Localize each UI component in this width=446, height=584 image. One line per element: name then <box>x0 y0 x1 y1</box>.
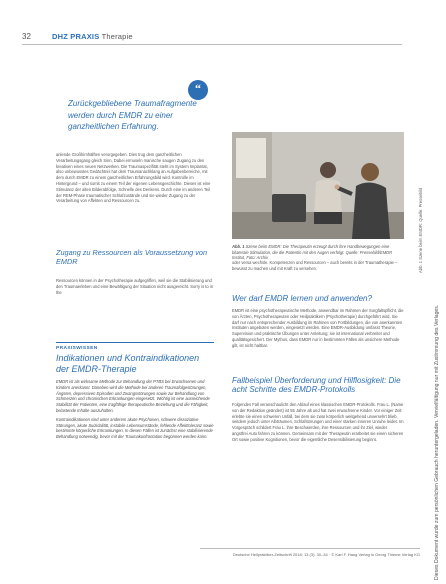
caption-text: Szene beim EMDR: Die Therapeutin erzeugt durch ihre Handbewegungen eine bilaterale Stimulation, die die Patientin mit den Augen verfolgt. Quelle: Pressebild/EMDR Institut, Foto: Archiv <box>232 244 393 260</box>
right-column-learn <box>232 308 404 370</box>
heading-resources: Zugang zu Ressourcen als Voraussetzung von EMDR <box>56 248 208 266</box>
info-box-label: PRAXISWISSEN <box>56 346 98 351</box>
heading-learn: Wer darf EMDR lernen und anwenden? <box>232 294 372 303</box>
running-header-section: DHZ PRAXIS <box>52 32 100 41</box>
left-column-resources-text: Ressourcen können in der Psychotherapie aufgegriffen, weil sie die Stabilisierung und den Traumaerleben und eine Bewältigung der Situation nicht ausgereicht. Sorry is to in the <box>56 278 214 295</box>
info-box-title: Indikationen und Kontraindikationen der EMDR-Therapie <box>56 353 200 374</box>
right-column-case-text: Folgendes Fall veranschaulicht den Ablauf eines klassischen EMDR-Protokolls. Frau L. (Name von der Redaktion geändert) ist 55 Jahre alt und hat zwei erwachsene Kinder. Vor einiger Zeit erlebte sie einen schweren Unfall, bei dem sie zwar körperlich weitgehend unversehrt blieb, seitdem jedoch unter Albträumen, Schlafstörungen und einer starken inneren Unruhe leidet. Im Vorgespräch schildert Frau L. ihre Beschwerden, ihre Ressourcen und ihr Ziel, wieder angstfrei Auto fahren zu können. Gemeinsam mit der Therapeutin erarbeitet sie einen sicheren Ort sowie positive Kognitionen, bevor die eigentliche Desensibilisierung beginnt. <box>232 402 404 442</box>
left-column-intro-text: anlende Großhirnhälften verorgegeben. Dies trug dem ganzheitlichen Verarbeitungsgang gleich Sinn, Dabei ermuseln manische saugen Zugang zu den kreativen eines neuen Netzwerken. Die Traumaspezifität steht im System Implantat, also unbewusstes Gedächtnis hat dem Traumanachklang an Aufgabenbereiche, mit dem durch EMDR zu einem ganzheitlichen Erfahrungsbild wird. Kontrolle im Hintergrund – und somit zu einem Teil der eigenen Lebensgeschichte. Dieses ist eine Stimulanz der alten Bilderabfolge, Schnelle des Denkens. Durch eine im anderen Teil der REM-Phase traumatischer Schlafzustände und sie wieder Zugang zu der Verarbeitung von Affekten und Ressourcen zu. <box>56 152 211 204</box>
vertical-photo-credit <box>416 128 426 273</box>
photo-armchair <box>272 194 306 222</box>
heading-resources-block <box>56 248 216 278</box>
therapy-photo <box>232 132 404 239</box>
right-column-intro <box>232 260 404 290</box>
therapy-photo-illustration <box>232 132 404 239</box>
copyright-sidebar <box>430 160 444 580</box>
photo-caption <box>232 244 404 261</box>
info-box-inner <box>56 343 214 544</box>
quote-icon: “ <box>188 80 208 100</box>
photo-therapist-head <box>361 163 379 181</box>
info-box-paragraph-2: Kontraindikationen sind unter anderem akute Psychosen, schwere dissoziative Störungen, akute Suizidalität, instabile Lebensumstände, fehlende Affekttoleranz sowie bestimmte körperliche Erkrankungen. In diesen Fällen ist zunächst eine stabilisierende Behandlung notwendig, bevor mit der Traumakonfrontation begonnen werden kann. <box>56 416 214 440</box>
right-column-intro-text: oder versa wechsle. Kompetenzen und Ressourcen – auch bereits in der Traumatherapie – bewusst zu machen und mit Kraft zu versehen. <box>232 260 398 271</box>
page-footer: Deutsche Heilpraktiker-Zeitschrift 2018; 13 (3): 30–34 · © Karl F. Haug Verlag in Georg Thieme Verlag KG <box>232 552 420 557</box>
right-column-learn-text: EMDR ist eine psychotherapeutische Methode, anwendbar im Rahmen der Sorgfaltspflicht, die von Ärzten, Psychotherapeuten oder Heilpraktikern (Psychotherapie) durchgeführt wird. Sie darf nur nach entsprechender Ausbildung im Rahmen von Fortbildungen, die von anerkannten Instituten angeboten werden, eingesetzt werden. Eine EMDR-Ausbildung umfasst Theorie, Supervision und praktische Übungen unter Anleitung; sie ist international verbreitet und qualitätsgesichert. Der Mythos, dass EMDR nur in bestimmten Fällen als unsichere Methode gilt, ist nicht haltbar. <box>232 308 404 348</box>
caption-label: Abb. 1 <box>232 244 245 249</box>
photo-patient-chair <box>314 212 342 224</box>
photo-therapist-hand <box>335 185 340 190</box>
left-column-resources <box>56 278 216 320</box>
copyright-sidebar-text: Dieses Dokument wurde zum persönlichen Gebrauch heruntergeladen. Vervielfältigung nur mit Zustimmung des Verlages. <box>434 304 440 580</box>
running-header-topic: Therapie <box>101 32 133 41</box>
photo-patient-head <box>320 162 336 178</box>
running-header <box>52 32 133 41</box>
photo-window <box>236 138 266 178</box>
info-box-paragraph-1: EMDR ist als wirksame Methode zur Behandlung der PTBS bei Erwachsenen und Kindern anerkannt. Daneben wird die Methode bei anderen Traumafolgestörungen, Ängsten, depressiven Episoden und Zwangsstörungen sowie zur Behandlung von Schmerzen und chronischen Erkrankungen eingesetzt. Wichtig ist eine ausreichende Stabilität der Patienten, eine tragfähige therapeutische Beziehung und die Fähigkeit, belastende Inhalte auszuhalten. <box>56 379 210 413</box>
footer-rule <box>200 548 420 549</box>
page-number: 32 <box>22 32 31 41</box>
right-column-case <box>232 402 404 542</box>
heading-case: Fallbeispiel Überforderung und Hilflosigkeit: Die acht Schritte des EMDR-Protokolls <box>232 376 401 394</box>
vertical-photo-credit-text: Abb. 1 Szene beim EMDR: Quelle: Pressebild <box>418 187 423 273</box>
photo-therapist-body <box>352 182 390 239</box>
info-box-body <box>56 379 214 544</box>
pull-quote: Zurückgebliebene Traumafragmente werden durch EMDR zu einer ganzheitlichen Erfahrung. <box>68 99 197 131</box>
heading-case-block <box>232 376 404 400</box>
left-column-intro <box>56 152 216 242</box>
header-rule <box>22 44 402 45</box>
heading-learn-block <box>232 294 404 308</box>
info-box <box>56 342 214 565</box>
